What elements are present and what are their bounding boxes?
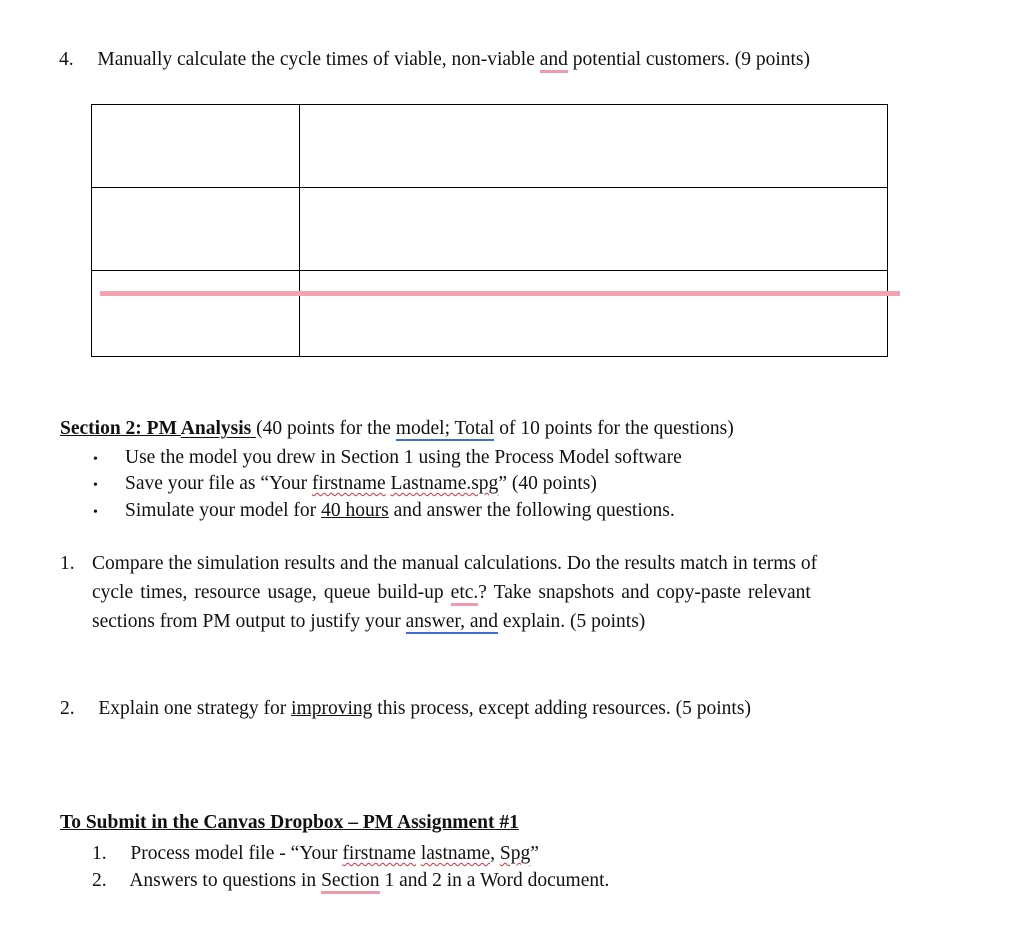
table-cell[interactable] (92, 188, 300, 271)
submit-item-2-a: Answers to questions in (129, 870, 322, 891)
table-cell[interactable] (92, 271, 300, 357)
section-2-space (450, 418, 455, 441)
submit-item-1-b: ” (530, 843, 539, 864)
submit-heading-a: To Submit in the Canvas (60, 812, 271, 833)
table-cell[interactable] (92, 105, 300, 188)
question-2-text-b: this process, except adding resources. (5 points) (372, 698, 751, 719)
question-1-line-3 (92, 610, 645, 634)
submit-heading-b: – PM (343, 812, 398, 833)
submit-item-2 (92, 869, 609, 893)
section-2-rest-b: of 10 points for the questions) (494, 418, 734, 439)
submit-item-1-comma: , (490, 843, 500, 864)
question-1-line-3-a: sections from PM output to justify your (92, 611, 406, 632)
table-row (92, 105, 888, 188)
table-cell[interactable] (300, 271, 888, 357)
section-2-title-b: Analysis (180, 418, 257, 439)
submit-heading-c: #1 (494, 812, 519, 833)
bullet-2-lastname: Lastname.spg (390, 473, 499, 494)
question-4-number: 4. (59, 49, 74, 70)
bullet-1-text: Use the model you drew in Section 1 using the Process Model software (125, 447, 682, 468)
bullet-3-hours: 40 hours (321, 500, 389, 521)
section-2-total: Total (454, 418, 495, 439)
submit-item-1-spg: Spg (499, 843, 531, 864)
bullet-icon: • (93, 478, 98, 493)
table-row (92, 271, 888, 357)
submit-item-2-b: 1 and 2 in a Word document. (379, 870, 610, 891)
table-row (92, 188, 888, 271)
question-1-line-2-a: cycle times, resource usage, queue build-up (92, 582, 451, 603)
submit-heading-dropbox: Dropbox (270, 812, 344, 833)
bullet-item-2 (125, 472, 597, 496)
submit-item-1-number: 1. (92, 843, 107, 864)
question-1-line-1-text: Compare the simulation results and the manual calculations. Do the results match in terms of (92, 553, 818, 574)
question-1-number (60, 552, 75, 576)
question-1-line-3-b: explain. (5 points) (497, 611, 646, 632)
bullet-item-1 (125, 446, 682, 470)
bullet-item-3 (125, 499, 675, 523)
question-4-text-b: potential customers. (9 points) (567, 49, 810, 70)
question-2-number: 2. (60, 698, 75, 719)
submit-item-1 (92, 842, 539, 866)
cycle-time-table (91, 104, 888, 357)
question-1-answer: answer, and (405, 611, 498, 632)
section-2-model: model; (395, 418, 451, 439)
question-1-line-1 (92, 552, 817, 576)
question-4 (59, 48, 810, 72)
question-1-num: 1. (60, 553, 75, 574)
question-1-line-2-b: ? Take snapshots and copy-paste relevant (478, 582, 811, 603)
submit-heading (60, 811, 519, 835)
question-1-etc: etc. (451, 582, 479, 606)
bullet-2-firstname: firstname (312, 473, 386, 494)
submit-item-2-section: Section (321, 870, 380, 894)
question-2 (60, 697, 751, 721)
table-cell[interactable] (300, 105, 888, 188)
bullet-2-text-b: ” (40 points) (498, 473, 597, 494)
bullet-icon: • (93, 505, 98, 520)
bullet-2-text-a: Save your file as “Your (125, 473, 313, 494)
section-2-rest-a: (40 points for the (256, 418, 396, 439)
track-changes-line (100, 291, 900, 296)
question-4-and: and (540, 49, 568, 73)
question-1-line-2 (92, 581, 811, 605)
table-cell[interactable] (300, 188, 888, 271)
bullet-3-text-a: Simulate your model for (125, 500, 322, 521)
submit-item-1-lastname: lastname (420, 843, 491, 864)
section-2-heading (60, 417, 734, 441)
submit-item-1-firstname: firstname (342, 843, 416, 864)
submit-heading-assignment: Assignment (397, 812, 495, 833)
question-2-improving: improving (291, 698, 373, 719)
submit-item-1-a: Process model file - “Your (130, 843, 343, 864)
bullet-icon: • (93, 452, 98, 467)
bullet-3-text-b: and answer the following questions. (388, 500, 675, 521)
question-2-text-a: Explain one strategy for (98, 698, 292, 719)
question-4-text-a: Manually calculate the cycle times of viable, non-viable (97, 49, 540, 70)
submit-item-2-number: 2. (92, 870, 107, 891)
section-2-title-a: Section 2: PM (60, 418, 181, 439)
